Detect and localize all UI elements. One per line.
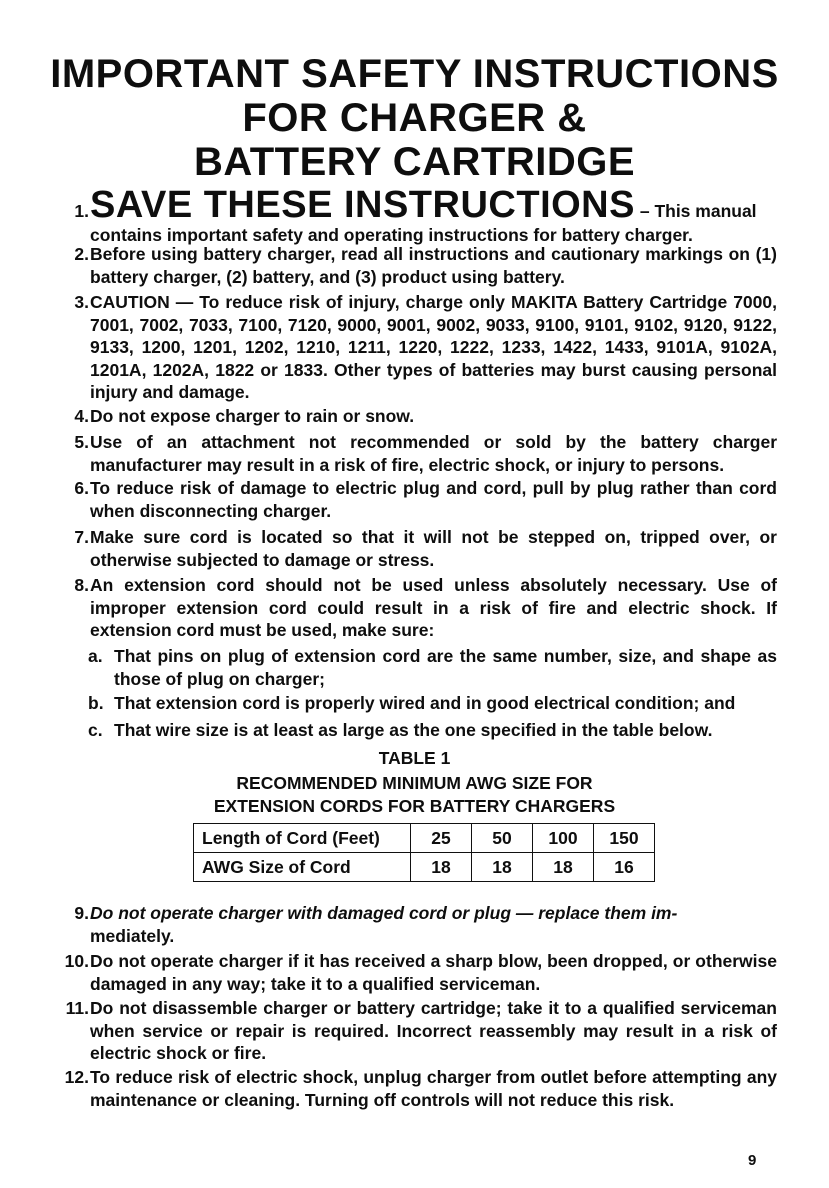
- table-title-line-2: EXTENSION CORDS FOR BATTERY CHARGERS: [213, 796, 616, 816]
- sub-item-letter: c.: [88, 720, 103, 740]
- item-number: 7.: [74, 527, 89, 547]
- table-cell: 25: [411, 824, 472, 853]
- instruction-item-8: [49, 574, 777, 642]
- sub-item-text: That pins on plug of extension cord are the same number, size, and shape as those of plug on charger;: [114, 646, 777, 689]
- table-title-line-1: RECOMMENDED MINIMUM AWG SIZE FOR: [236, 773, 593, 793]
- item-number: 5.: [74, 432, 89, 452]
- item-number: 12.: [64, 1067, 89, 1087]
- sub-item-text: That wire size is at least as large as the one specified in the table below.: [114, 720, 713, 740]
- instruction-item-2: [49, 243, 777, 288]
- item-number: 3.: [74, 292, 89, 312]
- page-number: 9: [748, 1152, 757, 1169]
- table-row-label: Length of Cord (Feet): [194, 824, 411, 853]
- table-cell: 18: [533, 853, 594, 882]
- item-text: To reduce risk of damage to electric plug and cord, pull by plug rather than cord when disconnecting charger.: [90, 478, 777, 521]
- item-text: To reduce risk of electric shock, unplug charger from outlet before attempting any maintenance or cleaning. Turning off controls will not reduce this risk.: [90, 1067, 777, 1110]
- table-cell: 18: [472, 853, 533, 882]
- instruction-item-11: [49, 997, 777, 1065]
- item-number: 11.: [65, 998, 89, 1018]
- table-row: [194, 853, 655, 882]
- item-text: mediately.: [90, 925, 175, 946]
- item-text: Do not operate charger if it has received a sharp blow, been dropped, or otherwise damaged in any way; take it to a qualified serviceman.: [90, 951, 777, 994]
- table-cell: 150: [594, 824, 655, 853]
- item-text: Do not expose charger to rain or snow.: [90, 406, 415, 426]
- item-number: 4.: [74, 406, 89, 426]
- item-lead: This manual: [654, 201, 757, 221]
- item-text: An extension cord should not be used unless absolutely necessary. Use of improper extension cord could result in a risk of fire and electric shock. If extension cord must be used, make sure:: [90, 575, 777, 640]
- item-number: 10.: [64, 951, 89, 971]
- save-instructions-heading: SAVE THESE INSTRUCTIONS: [90, 184, 635, 226]
- item-italic-text: Do not operate charger with damaged cord or plug — replace them im-: [90, 903, 678, 923]
- sub-item-letter: a.: [88, 646, 103, 666]
- title-line-1: IMPORTANT SAFETY INSTRUCTIONS: [50, 52, 779, 96]
- table-caption: TABLE 1: [378, 748, 451, 768]
- item-text: Do not disassemble charger or battery cartridge; take it to a qualified serviceman when service or repair is required. Incorrect reassembly may result in a risk of electric shock or fire.: [90, 998, 777, 1063]
- awg-table: [193, 823, 655, 882]
- table-row-label: AWG Size of Cord: [194, 853, 411, 882]
- instruction-item-1: [49, 186, 777, 247]
- sub-item-letter: b.: [88, 693, 104, 713]
- item-text: Make sure cord is located so that it will not be stepped on, tripped over, or otherwise subjected to damage or stress.: [90, 527, 777, 570]
- item-text: Use of an attachment not recommended or sold by the battery charger manufacturer may result in a risk of fire, electric shock, or injury to persons.: [90, 432, 777, 475]
- instruction-item-7: [49, 526, 777, 571]
- sub-item-a: [88, 645, 777, 690]
- sub-item-c: [88, 719, 777, 742]
- item-text: CAUTION — To reduce risk of injury, charge only MAKITA Battery Cartridge 7000, 7001, 7002, 7033, 7100, 7120, 9000, 9001, 9002, 9033, 9100, 9101, 9102, 9120, 9122, 9133, 1200, 1201, 1202, 1210, 1211, 1220, 1222, 1233, 1422, 1433, 9101A, 9102A, 1201A, 1202A, 1822 or 1833. Other types of batteries may burst causing personal injury and damage.: [90, 292, 777, 402]
- item-number: 9.: [74, 903, 89, 923]
- table-cell: 50: [472, 824, 533, 853]
- title-line-3: BATTERY CARTRIDGE: [193, 140, 636, 184]
- table-row: [194, 824, 655, 853]
- item-number: 6.: [74, 478, 89, 498]
- sub-item-b: [88, 692, 777, 715]
- instruction-item-5: [49, 431, 777, 476]
- item-number: 1.: [74, 201, 89, 221]
- instruction-item-12: [49, 1066, 777, 1111]
- table-cell: 100: [533, 824, 594, 853]
- instruction-item-6: [49, 477, 777, 522]
- instruction-item-10: [49, 950, 777, 995]
- table-cell: 18: [411, 853, 472, 882]
- sub-item-text: That extension cord is properly wired and in good electrical condition; and: [114, 693, 736, 713]
- table-cell: 16: [594, 853, 655, 882]
- item-number: 8.: [74, 575, 89, 595]
- instruction-item-4: [49, 405, 777, 428]
- dash: –: [634, 201, 655, 221]
- item-text: Before using battery charger, read all instructions and cautionary markings on (1) battery charger, (2) battery, and (3) product using battery.: [90, 244, 777, 287]
- instruction-item-3: [49, 291, 777, 404]
- instruction-item-9: [49, 902, 777, 947]
- title-line-2: FOR CHARGER &: [242, 96, 587, 140]
- item-text: contains important safety and operating instructions for battery charger.: [90, 225, 693, 245]
- item-number: 2.: [74, 244, 89, 264]
